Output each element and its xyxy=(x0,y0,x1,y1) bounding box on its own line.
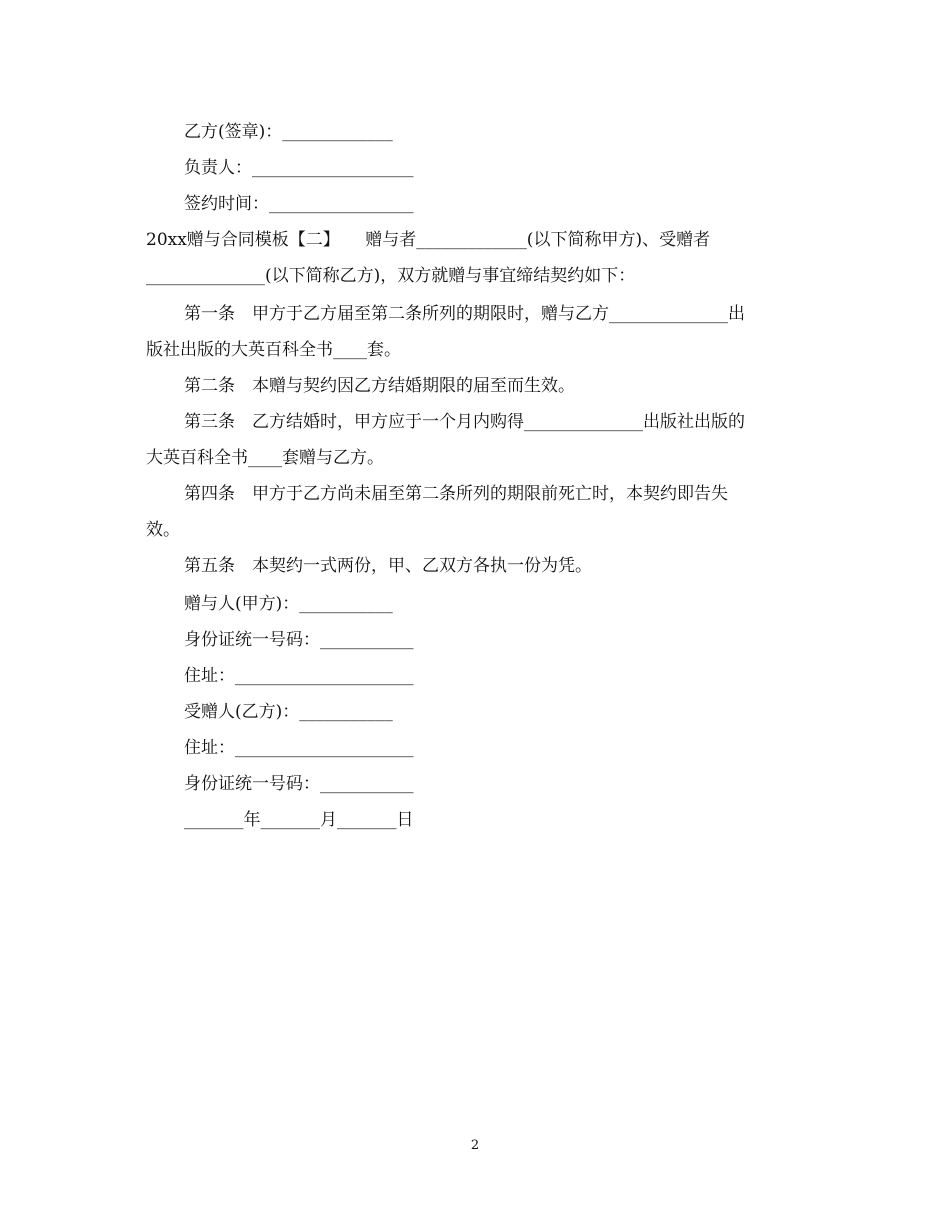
template-two-intro-line: ______________(以下简称乙方)，双方就赠与事宜缔结契约如下： xyxy=(146,266,636,286)
article-one-line-1: 第一条 甲方于乙方届至第二条所列的期限时，赠与乙方______________出 xyxy=(184,304,745,324)
article-one-line-2: 版社出版的大英百科全书____套。 xyxy=(146,340,401,360)
article-five-line: 第五条 本契约一式两份，甲、乙双方各执一份为凭。 xyxy=(184,556,592,576)
date-line: _______年_______月_______日 xyxy=(184,810,414,830)
template-two-heading-line: 20xx赠与合同模板【二】 赠与者_____________(以下简称甲方)、受赠者 xyxy=(146,230,711,250)
article-four-line-1: 第四条 甲方于乙方尚未届至第二条所列的期限前死亡时，本契约即告失 xyxy=(184,484,728,504)
donee-address-line: 住址：_____________________ xyxy=(184,738,414,758)
donor-address-line: 住址：_____________________ xyxy=(184,666,414,686)
article-four-line-2: 效。 xyxy=(146,520,180,540)
party-b-signature-line: 乙方(签章)：_____________ xyxy=(184,122,393,142)
article-three-line-2: 大英百科全书____套赠与乙方。 xyxy=(146,448,384,468)
responsible-person-line: 负责人：___________________ xyxy=(184,158,414,178)
article-three-line-1: 第三条 乙方结婚时，甲方应于一个月内购得______________出版社出版的 xyxy=(184,412,745,432)
donee-line: 受赠人(乙方)：___________ xyxy=(184,702,393,722)
donee-id-line: 身份证统一号码：___________ xyxy=(184,774,414,794)
page-number: 2 xyxy=(470,1138,480,1153)
donor-id-line: 身份证统一号码：___________ xyxy=(184,630,414,650)
signing-date-line: 签约时间：_________________ xyxy=(184,194,414,214)
article-two-line: 第二条 本赠与契约因乙方结婚期限的届至而生效。 xyxy=(184,376,575,396)
donor-line: 赠与人(甲方)：___________ xyxy=(184,594,393,614)
